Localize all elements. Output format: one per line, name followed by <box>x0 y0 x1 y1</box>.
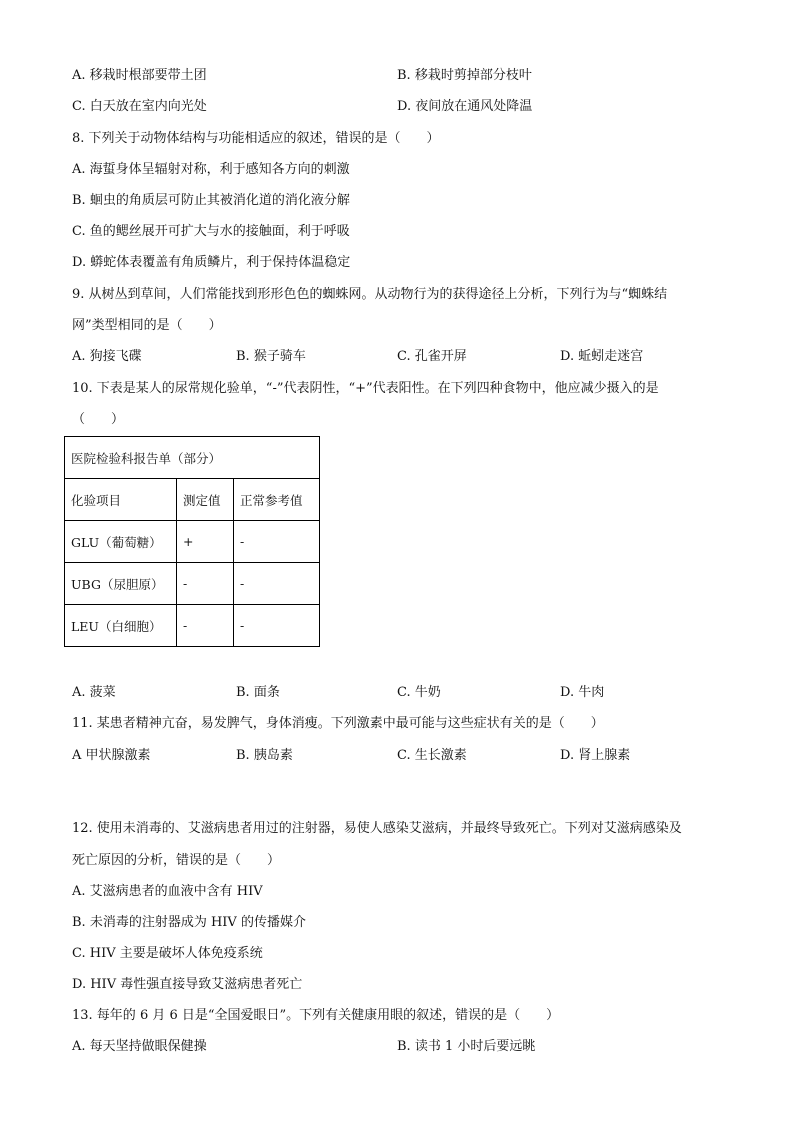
q8-stem: 8. 下列关于动物体结构与功能相适应的叙述，错误的是（ ） <box>72 131 440 146</box>
table-cell: - <box>234 563 320 605</box>
q12-option-a: A. 艾滋病患者的血液中含有 HIV <box>72 884 263 899</box>
q13-option-b: B. 读书 1 小时后要远眺 <box>397 1039 536 1054</box>
q7-option-c: C. 白天放在室内向光处 <box>72 99 207 114</box>
q10-option-d: D. 牛肉 <box>560 685 605 700</box>
q11-option-c: C. 生长激素 <box>397 748 467 763</box>
q10-option-a: A. 菠菜 <box>72 685 116 700</box>
table-row <box>65 605 320 647</box>
q11-option-a: A 甲状腺激素 <box>72 748 151 763</box>
table-row <box>65 521 320 563</box>
q11-option-b: B. 胰岛素 <box>236 748 293 763</box>
q10-option-c: C. 牛奶 <box>397 685 441 700</box>
q9-option-d: D. 蚯蚓走迷宫 <box>560 349 644 364</box>
q9-option-a: A. 狗接飞碟 <box>72 349 142 364</box>
table-header: 化验项目 <box>65 479 177 521</box>
q7-option-a: A. 移栽时根部要带土团 <box>72 68 207 83</box>
q8-option-c: C. 鱼的鳃丝展开可扩大与水的接触面，利于呼吸 <box>72 224 350 239</box>
q12-stem-line2: 死亡原因的分析，错误的是（ ） <box>72 853 281 868</box>
table-row <box>65 563 320 605</box>
q13-option-a: A. 每天坚持做眼保健操 <box>72 1039 207 1054</box>
q11-stem: 11. 某患者精神亢奋，易发脾气，身体消瘦。下列激素中最可能与这些症状有关的是（ ） <box>72 716 604 731</box>
table-header: 测定值 <box>177 479 234 521</box>
q8-option-a: A. 海蜇身体呈辐射对称，利于感知各方向的刺激 <box>72 162 350 177</box>
q12-option-d: D. HIV 毒性强直接导致艾滋病患者死亡 <box>72 977 303 992</box>
table-cell: - <box>234 605 320 647</box>
q9-stem-line1: 9. 从树丛到草间，人们常能找到形形色色的蜘蛛网。从动物行为的获得途径上分析，下列行为与“蜘蛛结 <box>72 287 668 302</box>
q12-stem-line1: 12. 使用未消毒的、艾滋病患者用过的注射器，易使人感染艾滋病，并最终导致死亡。下列对艾滋病感染及 <box>72 821 682 836</box>
q10-stem-line1: 10. 下表是某人的尿常规化验单，“-”代表阴性，“+”代表阳性。在下列四种食物中，他应减少摄入的是 <box>72 381 659 396</box>
q12-option-c: C. HIV 主要是破坏人体免疫系统 <box>72 946 263 961</box>
q10-option-b: B. 面条 <box>236 685 280 700</box>
q8-option-b: B. 蛔虫的角质层可防止其被消化道的消化液分解 <box>72 193 350 208</box>
q9-option-b: B. 猴子骑车 <box>236 349 306 364</box>
q8-option-d: D. 蟒蛇体表覆盖有角质鳞片，利于保持体温稳定 <box>72 255 351 270</box>
table-cell: - <box>177 605 234 647</box>
table-cell: UBG（尿胆原） <box>65 563 177 605</box>
table-title: 医院检验科报告单（部分） <box>65 437 320 479</box>
table-cell: - <box>177 563 234 605</box>
table-cell: GLU（葡萄糖） <box>65 521 177 563</box>
q9-stem-line2: 网”类型相同的是（ ） <box>72 318 222 333</box>
table-cell: - <box>234 521 320 563</box>
q7-option-d: D. 夜间放在通风处降温 <box>397 99 533 114</box>
table-cell: + <box>177 521 234 563</box>
table-cell: LEU（白细胞） <box>65 605 177 647</box>
q12-option-b: B. 未消毒的注射器成为 HIV 的传播媒介 <box>72 915 306 930</box>
q13-stem: 13. 每年的 6 月 6 日是“全国爱眼日”。下列有关健康用眼的叙述，错误的是（ ） <box>72 1008 560 1023</box>
q9-option-c: C. 孔雀开屏 <box>397 349 467 364</box>
q11-option-d: D. 肾上腺素 <box>560 748 631 763</box>
table-header: 正常参考值 <box>234 479 320 521</box>
q7-option-b: B. 移栽时剪掉部分枝叶 <box>397 68 532 83</box>
q10-stem-line2: （ ） <box>72 412 125 427</box>
lab-report-table <box>64 436 320 647</box>
